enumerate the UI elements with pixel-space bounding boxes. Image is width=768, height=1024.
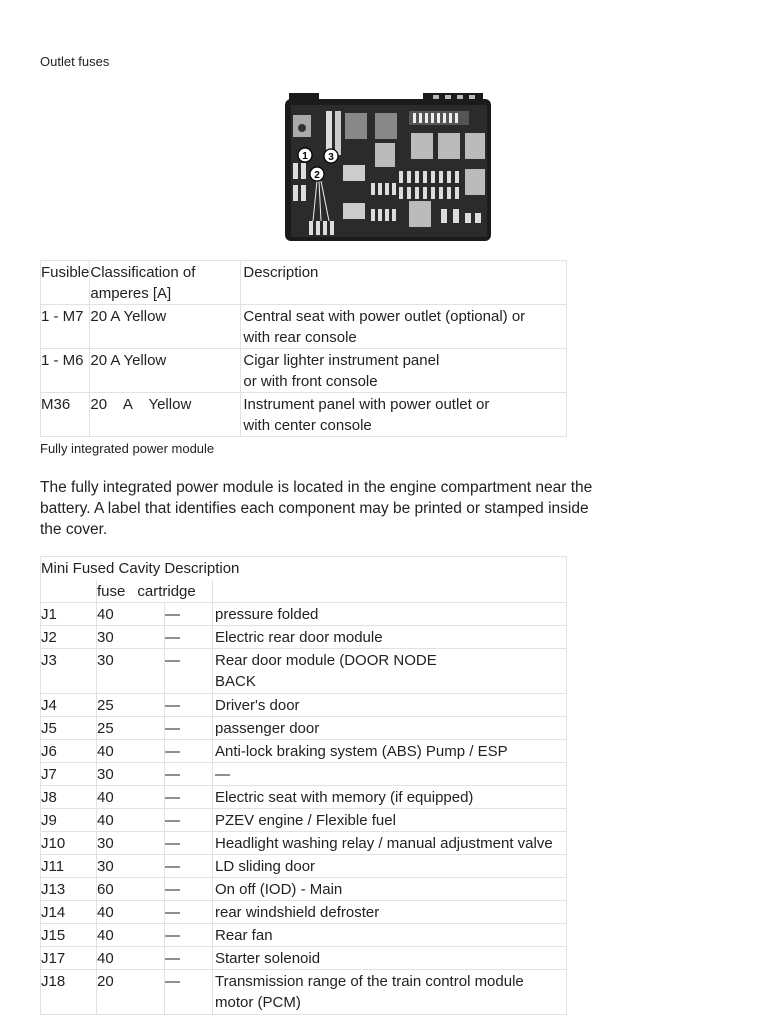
table-cell: 40	[97, 603, 165, 626]
table-cell: Description	[241, 261, 567, 305]
table-cell: J14	[41, 901, 97, 924]
table-cell: —	[165, 649, 213, 694]
table-cell: 30	[97, 763, 165, 786]
table-row	[41, 717, 567, 740]
table-cell: 40	[97, 809, 165, 832]
fipm-heading: Fully integrated power module	[40, 441, 215, 456]
table-row	[41, 809, 567, 832]
table-header-row	[41, 261, 567, 305]
table-cell: J1	[41, 603, 97, 626]
table-cell: 30	[97, 626, 165, 649]
table-cell: —	[165, 855, 213, 878]
table-cell	[213, 580, 567, 603]
fuse-label: fuse	[97, 582, 126, 600]
table-cell: J8	[41, 786, 97, 809]
table-cell: Headlight washing relay / manual adjustment valve	[213, 832, 567, 855]
table-row	[41, 855, 567, 878]
table-cell: Central seat with power outlet (optional) or with rear console	[241, 305, 567, 349]
table-row	[41, 970, 567, 1015]
table-cell: 30	[97, 649, 165, 694]
table-cell: Transmission range of the train control module motor (PCM)	[213, 970, 567, 1015]
table-cell: 40	[97, 924, 165, 947]
table-cell: 20 A Yellow	[90, 393, 241, 437]
table-row	[41, 763, 567, 786]
table-cell: J10	[41, 832, 97, 855]
table-cell: J13	[41, 878, 97, 901]
table-header-row	[41, 557, 567, 580]
table-cell: —	[165, 878, 213, 901]
table-cell: —	[165, 694, 213, 717]
table-cell: 40	[97, 786, 165, 809]
table-cell: On off (IOD) - Main	[213, 878, 567, 901]
cartridge-label: cartridge	[137, 582, 196, 600]
table-cell: LD sliding door	[213, 855, 567, 878]
table-cell: —	[165, 947, 213, 970]
table-cell: —	[213, 763, 567, 786]
table-cell: —	[165, 626, 213, 649]
table-cell: Rear fan	[213, 924, 567, 947]
table-cell: Rear door module (DOOR NODE BACK	[213, 649, 567, 694]
table-cell: J3	[41, 649, 97, 694]
table-cell: —	[165, 924, 213, 947]
table-row	[41, 694, 567, 717]
table-cell: passenger door	[213, 717, 567, 740]
table-cell: pressure folded	[213, 603, 567, 626]
table-cell: 25	[97, 717, 165, 740]
table-cell: PZEV engine / Flexible fuel	[213, 809, 567, 832]
table-row	[41, 305, 567, 349]
table-row	[41, 786, 567, 809]
table-row	[41, 393, 567, 437]
table-cell: —	[165, 901, 213, 924]
table-cell: —	[165, 763, 213, 786]
table-cell: J17	[41, 947, 97, 970]
table-cell: —	[165, 603, 213, 626]
table-cell: Electric rear door module	[213, 626, 567, 649]
table-cell: —	[165, 717, 213, 740]
table-cell: 1 - M7	[41, 305, 90, 349]
table-cell: J15	[41, 924, 97, 947]
table-row	[41, 649, 567, 694]
table-cell: J11	[41, 855, 97, 878]
table-cell	[41, 580, 97, 603]
table-cell: 1 - M6	[41, 349, 90, 393]
table-row	[41, 947, 567, 970]
table-row	[41, 832, 567, 855]
fipm-description: The fully integrated power module is located in the engine compartment near the battery. A label that identifies each component may be printed or stamped inside the cover.	[40, 479, 593, 538]
outlet-fuses-heading: Outlet fuses	[40, 54, 110, 69]
table-cell: Electric seat with memory (if equipped)	[213, 786, 567, 809]
callout-1: 1	[302, 151, 308, 162]
table-cell: 20 A Yellow	[90, 349, 241, 393]
table-cell: —	[165, 970, 213, 1015]
table-cell: Anti-lock braking system (ABS) Pump / ESP	[213, 740, 567, 763]
table-cell: J4	[41, 694, 97, 717]
table-cell: 20 A Yellow	[90, 305, 241, 349]
table-row	[41, 924, 567, 947]
table-cell: 60	[97, 878, 165, 901]
table-row	[41, 626, 567, 649]
table-row	[41, 349, 567, 393]
table-cell: Instrument panel with power outlet or with center console	[241, 393, 567, 437]
table-cell: —	[165, 740, 213, 763]
table-cell: 20	[97, 970, 165, 1015]
table-header-cell: Mini Fused Cavity Description	[41, 557, 567, 580]
table-cell: rear windshield defroster	[213, 901, 567, 924]
table-cell: 30	[97, 855, 165, 878]
table-cell: J9	[41, 809, 97, 832]
table-cell: Starter solenoid	[213, 947, 567, 970]
table-cell: Driver's door	[213, 694, 567, 717]
table-cell	[97, 580, 213, 603]
mini-fuse-table	[40, 556, 567, 1015]
callout-2: 2	[314, 170, 320, 181]
table-cell: M36	[41, 393, 90, 437]
table-cell: Cigar lighter instrument panel or with front console	[241, 349, 567, 393]
outlet-fuses-table	[40, 260, 567, 437]
fuse-box-image	[283, 93, 493, 243]
table-cell: 30	[97, 832, 165, 855]
table-row	[41, 603, 567, 626]
table-cell: 40	[97, 947, 165, 970]
table-row	[41, 740, 567, 763]
table-cell: 40	[97, 740, 165, 763]
table-cell: J6	[41, 740, 97, 763]
table-cell: J18	[41, 970, 97, 1015]
table-cell: Fusible	[41, 261, 90, 305]
table-cell: 25	[97, 694, 165, 717]
table-header-row	[41, 580, 567, 603]
table-cell: J7	[41, 763, 97, 786]
table-cell: —	[165, 786, 213, 809]
table-cell: J5	[41, 717, 97, 740]
table-row	[41, 901, 567, 924]
callout-3: 3	[328, 152, 334, 163]
table-cell: 40	[97, 901, 165, 924]
table-cell: Classification of amperes [A]	[90, 261, 241, 305]
table-row	[41, 878, 567, 901]
table-cell: J2	[41, 626, 97, 649]
table-cell: —	[165, 809, 213, 832]
table-cell: —	[165, 832, 213, 855]
